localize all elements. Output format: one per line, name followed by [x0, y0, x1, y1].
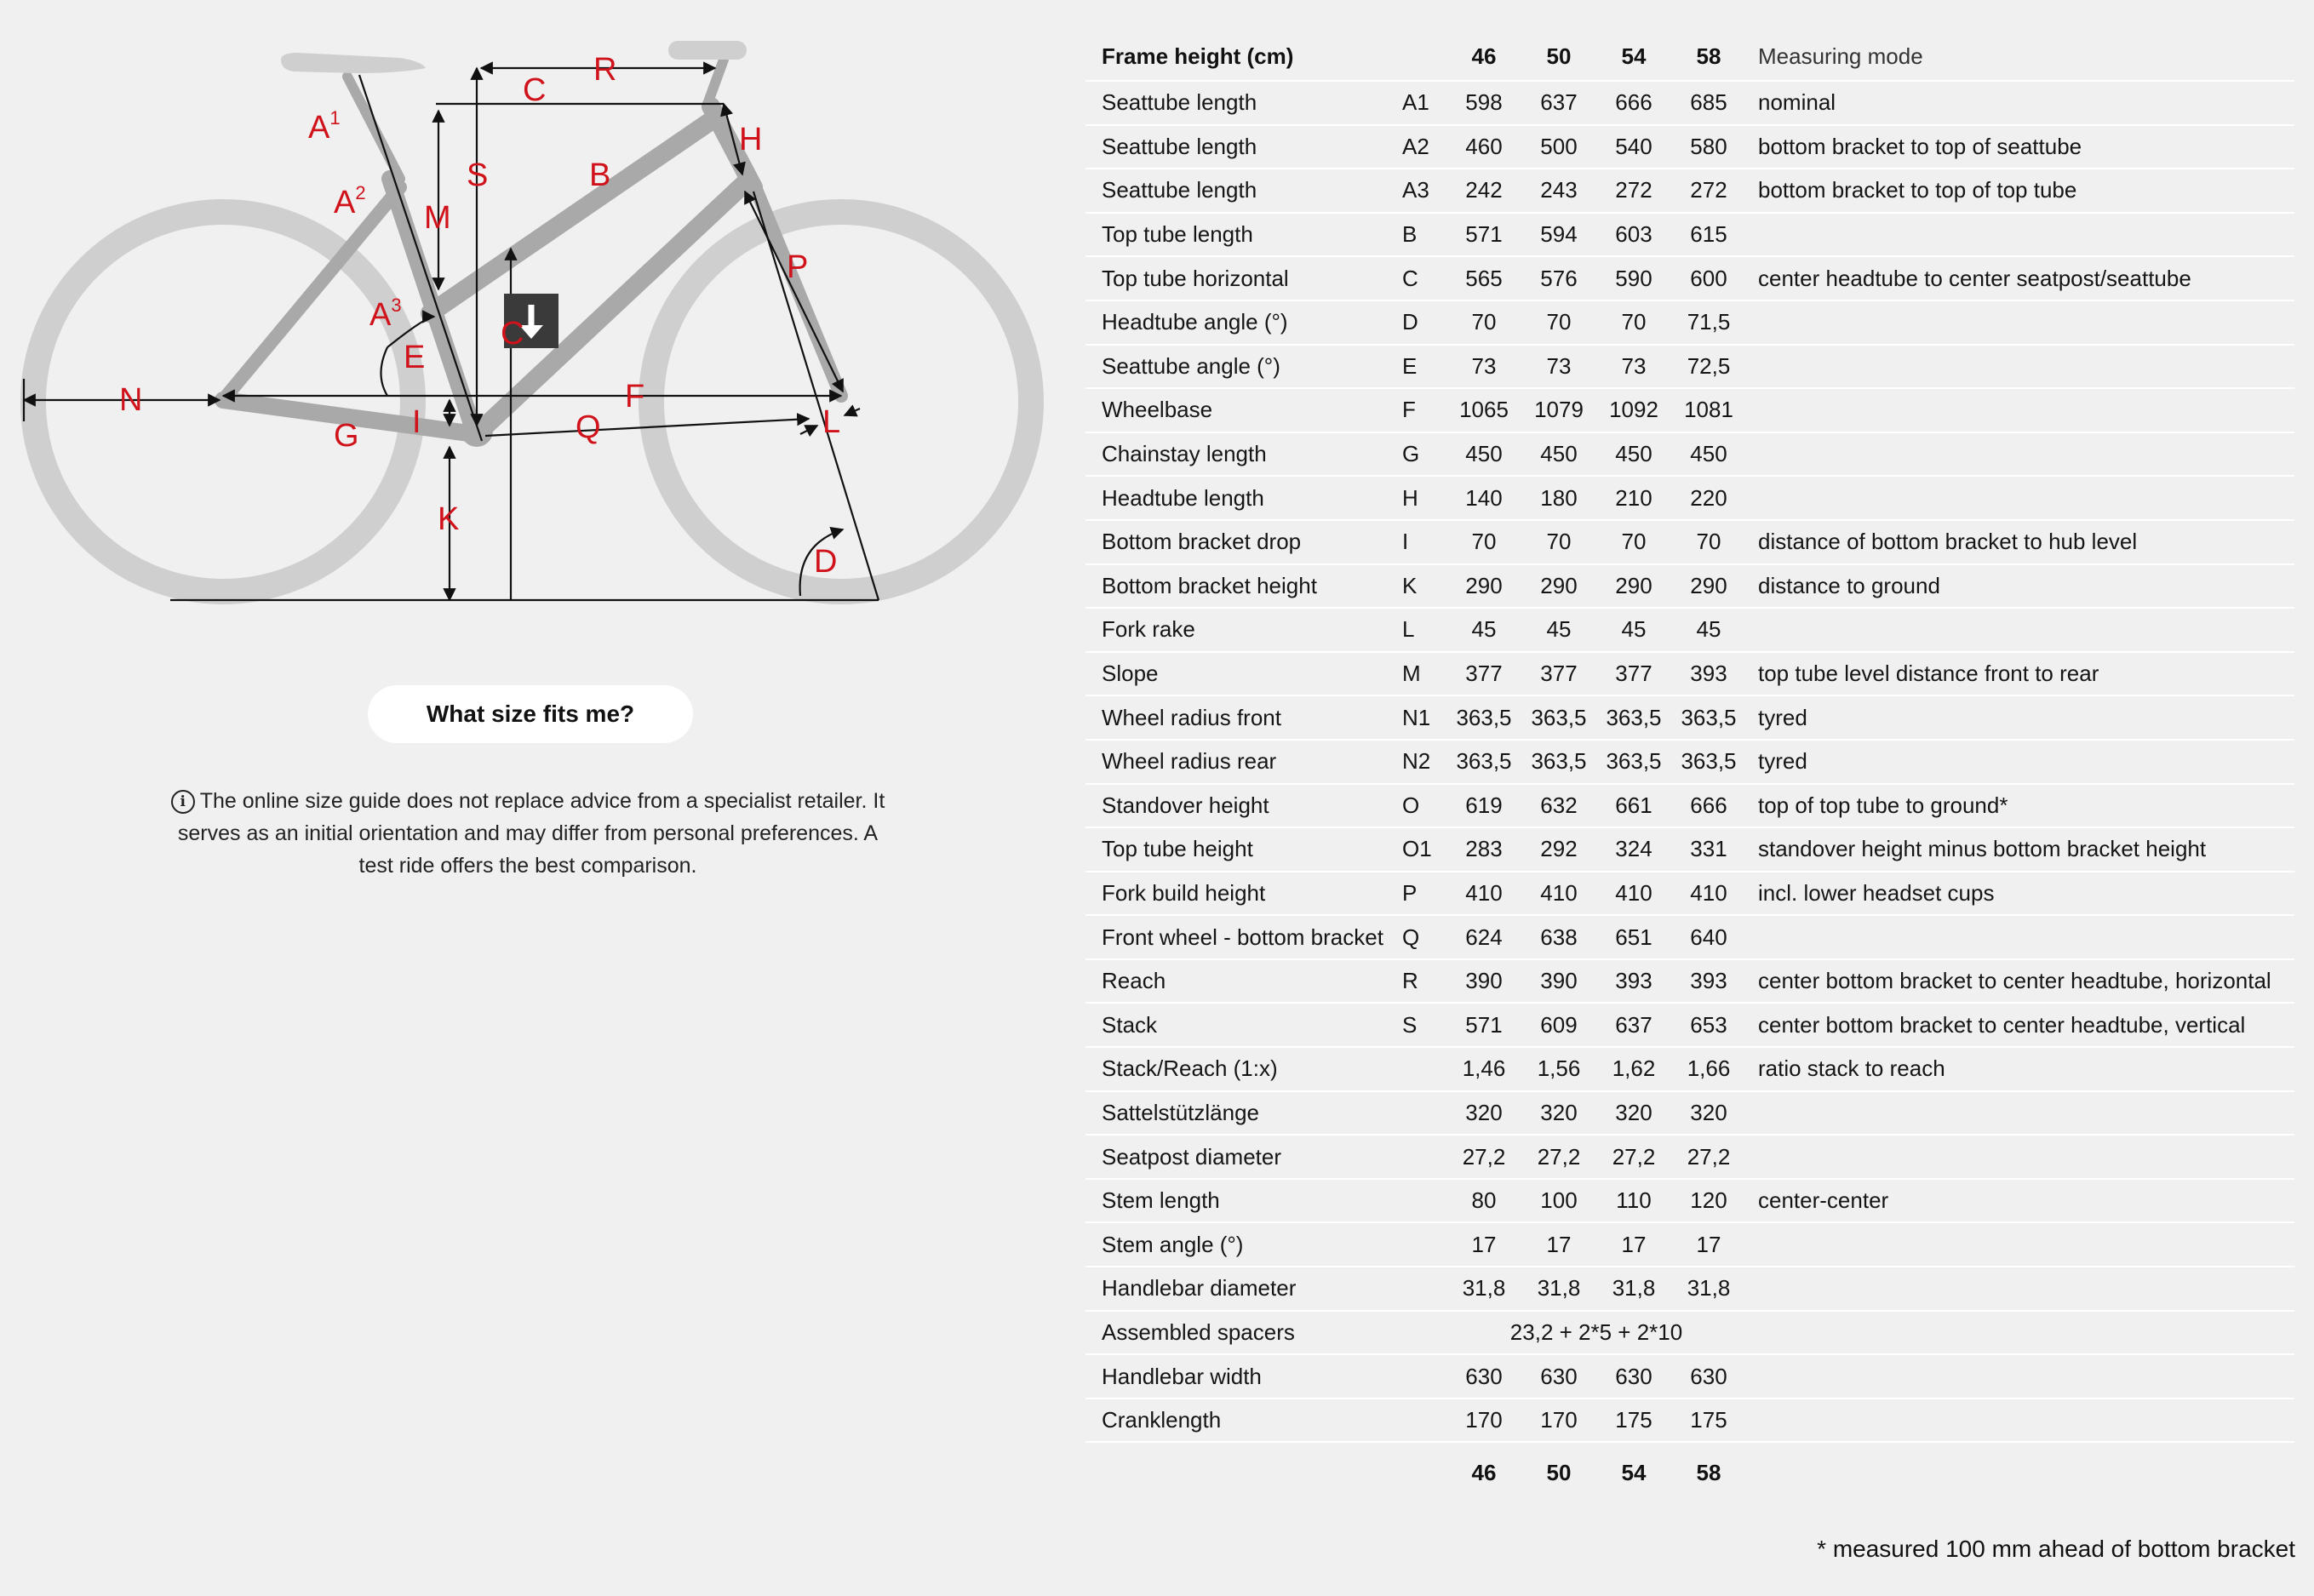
row-label: Bottom bracket drop — [1085, 520, 1395, 564]
table-row — [1085, 959, 2294, 1004]
label-k: K — [438, 501, 460, 537]
row-label: Bottom bracket height — [1085, 564, 1395, 609]
row-code: Q — [1395, 915, 1446, 959]
row-mode: center bottom bracket to center headtube, vertical — [1746, 1003, 2294, 1047]
table-row — [1085, 81, 2294, 125]
table-row — [1085, 695, 2294, 740]
row-value: 393 — [1671, 959, 1746, 1004]
row-label: Headtube length — [1085, 476, 1395, 520]
row-code: A1 — [1395, 81, 1446, 125]
label-r: R — [593, 52, 617, 88]
row-value: 272 — [1596, 169, 1671, 213]
table-row — [1085, 476, 2294, 520]
label-a2: A — [334, 185, 356, 220]
row-value: 70 — [1671, 520, 1746, 564]
table-footer-row — [1085, 1442, 2294, 1502]
table-row — [1085, 1354, 2294, 1399]
table-row — [1085, 1399, 2294, 1443]
row-value: 31,8 — [1446, 1267, 1521, 1311]
row-mode — [1746, 476, 2294, 520]
row-value: 363,5 — [1446, 695, 1521, 740]
row-value: 70 — [1521, 520, 1596, 564]
row-label: Top tube horizontal — [1085, 256, 1395, 300]
label-o: C — [501, 316, 524, 352]
row-code — [1395, 1267, 1446, 1311]
row-code: S — [1395, 1003, 1446, 1047]
row-value: 27,2 — [1446, 1135, 1521, 1179]
table-row — [1085, 827, 2294, 872]
row-value: 27,2 — [1671, 1135, 1746, 1179]
size-header-50: 50 — [1521, 32, 1596, 81]
row-value: 598 — [1446, 81, 1521, 125]
label-g: G — [334, 418, 359, 454]
row-value: 1,46 — [1446, 1047, 1521, 1091]
row-mode: incl. lower headset cups — [1746, 872, 2294, 916]
row-code: O — [1395, 784, 1446, 828]
disclaimer-line-1: The online size guide does not replace advice from a specialist retailer. It — [199, 789, 885, 813]
row-value: 324 — [1596, 827, 1671, 872]
row-value: 540 — [1596, 125, 1671, 169]
row-code: G — [1395, 432, 1446, 477]
row-value: 576 — [1521, 256, 1596, 300]
row-label: Top tube length — [1085, 213, 1395, 257]
row-value: 1,66 — [1671, 1047, 1746, 1091]
row-code — [1395, 1047, 1446, 1091]
row-value: 603 — [1596, 213, 1671, 257]
row-value: 619 — [1446, 784, 1521, 828]
row-value: 594 — [1521, 213, 1596, 257]
footer-spacer — [1746, 1442, 2294, 1502]
row-mode — [1746, 345, 2294, 389]
row-code: F — [1395, 388, 1446, 432]
row-code — [1395, 1135, 1446, 1179]
row-value: 500 — [1521, 125, 1596, 169]
row-value: 70 — [1521, 300, 1596, 345]
row-value: 31,8 — [1596, 1267, 1671, 1311]
row-mode — [1746, 608, 2294, 652]
row-label: Seattube length — [1085, 81, 1395, 125]
row-code: D — [1395, 300, 1446, 345]
row-value: 17 — [1446, 1222, 1521, 1267]
row-value: 17 — [1596, 1222, 1671, 1267]
row-mode: top of top tube to ground* — [1746, 784, 2294, 828]
label-a2-sup: 2 — [355, 182, 366, 203]
row-value: 242 — [1446, 169, 1521, 213]
row-value: 73 — [1446, 345, 1521, 389]
table-row — [1085, 1311, 2294, 1355]
row-code: B — [1395, 213, 1446, 257]
saddle — [281, 53, 426, 73]
row-label: Seattube length — [1085, 169, 1395, 213]
table-row — [1085, 345, 2294, 389]
row-value: 70 — [1596, 520, 1671, 564]
row-code — [1395, 1399, 1446, 1443]
row-code: K — [1395, 564, 1446, 609]
row-label: Seattube angle (°) — [1085, 345, 1395, 389]
size-header-58: 58 — [1671, 32, 1746, 81]
row-value: 630 — [1521, 1354, 1596, 1399]
row-mode: distance of bottom bracket to hub level — [1746, 520, 2294, 564]
row-value: 73 — [1521, 345, 1596, 389]
row-value: 571 — [1446, 1003, 1521, 1047]
row-value: 377 — [1446, 652, 1521, 696]
row-value: 637 — [1521, 81, 1596, 125]
row-label: Seatpost diameter — [1085, 1135, 1395, 1179]
row-label: Stack — [1085, 1003, 1395, 1047]
row-value-span: 23,2 + 2*5 + 2*10 — [1446, 1311, 1746, 1355]
table-row — [1085, 1267, 2294, 1311]
row-value: 363,5 — [1521, 740, 1596, 784]
disclaimer-line-2: serves as an initial orientation and may differ from personal preferences. A — [177, 821, 879, 845]
row-label: Stack/Reach (1:x) — [1085, 1047, 1395, 1091]
table-row — [1085, 125, 2294, 169]
row-value: 272 — [1671, 169, 1746, 213]
row-mode: standover height minus bottom bracket height — [1746, 827, 2294, 872]
row-value: 80 — [1446, 1179, 1521, 1223]
row-mode — [1746, 1091, 2294, 1136]
row-value: 27,2 — [1521, 1135, 1596, 1179]
row-value: 100 — [1521, 1179, 1596, 1223]
row-value: 70 — [1596, 300, 1671, 345]
row-code — [1395, 1354, 1446, 1399]
frame-height-header: Frame height (cm) — [1085, 32, 1395, 81]
footer-spacer — [1085, 1442, 1395, 1502]
row-value: 71,5 — [1671, 300, 1746, 345]
row-code: O1 — [1395, 827, 1446, 872]
row-mode — [1746, 300, 2294, 345]
info-icon: i — [171, 790, 195, 814]
row-value: 363,5 — [1671, 695, 1746, 740]
row-value: 45 — [1596, 608, 1671, 652]
row-value: 393 — [1596, 959, 1671, 1004]
row-code: P — [1395, 872, 1446, 916]
row-value: 666 — [1596, 81, 1671, 125]
table-row — [1085, 1222, 2294, 1267]
row-value: 45 — [1521, 608, 1596, 652]
row-code: N1 — [1395, 695, 1446, 740]
label-h: H — [739, 122, 763, 157]
row-value: 70 — [1446, 300, 1521, 345]
row-code: H — [1395, 476, 1446, 520]
table-row — [1085, 564, 2294, 609]
row-label: Assembled spacers — [1085, 1311, 1395, 1355]
row-value: 637 — [1596, 1003, 1671, 1047]
row-value: 571 — [1446, 213, 1521, 257]
label-n: N — [119, 382, 143, 418]
row-label: Fork build height — [1085, 872, 1395, 916]
row-value: 450 — [1446, 432, 1521, 477]
row-value: 320 — [1671, 1091, 1746, 1136]
row-value: 243 — [1521, 169, 1596, 213]
row-value: 31,8 — [1671, 1267, 1746, 1311]
row-code: E — [1395, 345, 1446, 389]
row-value: 450 — [1521, 432, 1596, 477]
table-row — [1085, 1003, 2294, 1047]
label-b: B — [589, 157, 611, 193]
row-label: Stem angle (°) — [1085, 1222, 1395, 1267]
row-value: 290 — [1671, 564, 1746, 609]
table-header-row — [1085, 32, 2294, 81]
row-value: 1,62 — [1596, 1047, 1671, 1091]
row-value: 580 — [1671, 125, 1746, 169]
label-e: E — [404, 340, 426, 375]
row-value: 450 — [1671, 432, 1746, 477]
row-value: 170 — [1446, 1399, 1521, 1443]
label-m: M — [424, 200, 451, 236]
row-value: 615 — [1671, 213, 1746, 257]
label-a1-sup: 1 — [329, 107, 341, 129]
row-mode: ratio stack to reach — [1746, 1047, 2294, 1091]
size-footer: 50 — [1546, 1459, 1572, 1485]
row-value: 410 — [1671, 872, 1746, 916]
size-footer: 46 — [1471, 1459, 1497, 1485]
row-value: 170 — [1521, 1399, 1596, 1443]
row-value: 609 — [1521, 1003, 1596, 1047]
row-label: Reach — [1085, 959, 1395, 1004]
row-value: 640 — [1671, 915, 1746, 959]
footnote: * measured 100 mm ahead of bottom bracket — [1817, 1536, 2295, 1562]
row-mode: center bottom bracket to center headtube, horizontal — [1746, 959, 2294, 1004]
row-label: Seattube length — [1085, 125, 1395, 169]
row-value: 290 — [1446, 564, 1521, 609]
row-label: Fork rake — [1085, 608, 1395, 652]
row-mode: center headtube to center seatpost/seattube — [1746, 256, 2294, 300]
table-row — [1085, 608, 2294, 652]
row-value: 410 — [1521, 872, 1596, 916]
row-value: 661 — [1596, 784, 1671, 828]
label-i: I — [412, 404, 421, 440]
size-header-54: 54 — [1596, 32, 1671, 81]
row-mode — [1746, 213, 2294, 257]
row-value: 1,56 — [1521, 1047, 1596, 1091]
row-value: 630 — [1446, 1354, 1521, 1399]
table-row — [1085, 1135, 2294, 1179]
row-value: 410 — [1596, 872, 1671, 916]
label-q: Q — [576, 409, 601, 445]
row-value: 1065 — [1446, 388, 1521, 432]
row-code: M — [1395, 652, 1446, 696]
row-label: Chainstay length — [1085, 432, 1395, 477]
row-mode — [1746, 388, 2294, 432]
row-mode: center-center — [1746, 1179, 2294, 1223]
row-code — [1395, 1179, 1446, 1223]
row-value: 27,2 — [1596, 1135, 1671, 1179]
row-value: 70 — [1446, 520, 1521, 564]
table-row — [1085, 1179, 2294, 1223]
row-value: 283 — [1446, 827, 1521, 872]
label-a1: A — [308, 110, 330, 146]
measuring-mode-header: Measuring mode — [1746, 32, 2294, 81]
row-mode: bottom bracket to top of seattube — [1746, 125, 2294, 169]
row-value: 460 — [1446, 125, 1521, 169]
row-mode: bottom bracket to top of top tube — [1746, 169, 2294, 213]
row-value: 220 — [1671, 476, 1746, 520]
row-label: Handlebar diameter — [1085, 1267, 1395, 1311]
label-d: D — [814, 544, 838, 580]
row-code — [1395, 1311, 1446, 1355]
row-value: 377 — [1521, 652, 1596, 696]
table-row — [1085, 388, 2294, 432]
row-value: 600 — [1671, 256, 1746, 300]
row-value: 651 — [1596, 915, 1671, 959]
row-value: 630 — [1671, 1354, 1746, 1399]
table-row — [1085, 915, 2294, 959]
row-value: 363,5 — [1596, 695, 1671, 740]
row-value: 290 — [1521, 564, 1596, 609]
label-a3: A — [369, 297, 392, 333]
row-value: 175 — [1596, 1399, 1671, 1443]
row-value: 410 — [1446, 872, 1521, 916]
label-a3-sup: 3 — [391, 295, 402, 316]
row-label: Wheelbase — [1085, 388, 1395, 432]
label-p: P — [787, 249, 809, 285]
row-value: 653 — [1671, 1003, 1746, 1047]
row-value: 565 — [1446, 256, 1521, 300]
row-value: 290 — [1596, 564, 1671, 609]
row-label: Slope — [1085, 652, 1395, 696]
row-label: Handlebar width — [1085, 1354, 1395, 1399]
row-mode — [1746, 1399, 2294, 1443]
row-value: 72,5 — [1671, 345, 1746, 389]
row-code — [1395, 1091, 1446, 1136]
row-value: 590 — [1596, 256, 1671, 300]
footer-spacer — [1395, 1442, 1446, 1502]
row-mode: nominal — [1746, 81, 2294, 125]
row-value: 363,5 — [1671, 740, 1746, 784]
size-footer: 54 — [1621, 1459, 1647, 1485]
row-value: 175 — [1671, 1399, 1746, 1443]
size-header-46: 46 — [1446, 32, 1521, 81]
table-row — [1085, 169, 2294, 213]
row-value: 320 — [1446, 1091, 1521, 1136]
row-mode — [1746, 1311, 2294, 1355]
row-value: 393 — [1671, 652, 1746, 696]
row-value: 632 — [1521, 784, 1596, 828]
table-row — [1085, 300, 2294, 345]
row-code: N2 — [1395, 740, 1446, 784]
table-row — [1085, 740, 2294, 784]
row-mode: tyred — [1746, 740, 2294, 784]
row-value: 666 — [1671, 784, 1746, 828]
row-mode — [1746, 432, 2294, 477]
row-value: 377 — [1596, 652, 1671, 696]
row-value: 685 — [1671, 81, 1746, 125]
table-row — [1085, 1091, 2294, 1136]
geometry-table-panel — [1085, 32, 2294, 1502]
geometry-table — [1085, 32, 2294, 1502]
table-row — [1085, 1047, 2294, 1091]
disclaimer-line-3: test ride offers the best comparison. — [358, 854, 697, 878]
row-label: Front wheel - bottom bracket — [1085, 915, 1395, 959]
row-value: 363,5 — [1596, 740, 1671, 784]
label-f: F — [625, 379, 645, 415]
row-value: 45 — [1446, 608, 1521, 652]
label-s: S — [467, 157, 489, 193]
label-c: C — [523, 72, 547, 108]
row-value: 73 — [1596, 345, 1671, 389]
geometry-panel — [0, 0, 1056, 1596]
row-code: L — [1395, 608, 1446, 652]
table-row — [1085, 520, 2294, 564]
table-row — [1085, 432, 2294, 477]
row-value: 17 — [1521, 1222, 1596, 1267]
label-l: L — [822, 404, 841, 440]
row-code: C — [1395, 256, 1446, 300]
row-value: 110 — [1596, 1179, 1671, 1223]
row-label: Headtube angle (°) — [1085, 300, 1395, 345]
svg-text:A2 — [334, 182, 366, 220]
table-row — [1085, 256, 2294, 300]
row-code — [1395, 1222, 1446, 1267]
row-value: 320 — [1521, 1091, 1596, 1136]
row-mode: top tube level distance front to rear — [1746, 652, 2294, 696]
row-value: 638 — [1521, 915, 1596, 959]
bike-geometry-diagram — [0, 0, 1056, 647]
row-value: 320 — [1596, 1091, 1671, 1136]
row-value: 630 — [1596, 1354, 1671, 1399]
row-label: Standover height — [1085, 784, 1395, 828]
row-label: Sattelstützlänge — [1085, 1091, 1395, 1136]
row-code: A2 — [1395, 125, 1446, 169]
row-value: 1081 — [1671, 388, 1746, 432]
table-row — [1085, 213, 2294, 257]
row-value: 140 — [1446, 476, 1521, 520]
row-value: 624 — [1446, 915, 1521, 959]
row-value: 292 — [1521, 827, 1596, 872]
row-value: 1092 — [1596, 388, 1671, 432]
row-mode — [1746, 1222, 2294, 1267]
row-mode — [1746, 1135, 2294, 1179]
row-value: 331 — [1671, 827, 1746, 872]
row-code: A3 — [1395, 169, 1446, 213]
row-code: R — [1395, 959, 1446, 1004]
row-code: I — [1395, 520, 1446, 564]
row-label: Wheel radius rear — [1085, 740, 1395, 784]
row-value: 45 — [1671, 608, 1746, 652]
row-value: 450 — [1596, 432, 1671, 477]
row-value: 1079 — [1521, 388, 1596, 432]
row-value: 363,5 — [1446, 740, 1521, 784]
row-label: Wheel radius front — [1085, 695, 1395, 740]
svg-text:A1 — [308, 107, 341, 146]
table-row — [1085, 784, 2294, 828]
row-label: Stem length — [1085, 1179, 1395, 1223]
table-row — [1085, 872, 2294, 916]
row-value: 210 — [1596, 476, 1671, 520]
row-value: 390 — [1446, 959, 1521, 1004]
row-value: 31,8 — [1521, 1267, 1596, 1311]
row-label: Top tube height — [1085, 827, 1395, 872]
size-footer: 58 — [1696, 1459, 1721, 1485]
row-value: 363,5 — [1521, 695, 1596, 740]
row-mode — [1746, 1267, 2294, 1311]
size-fit-button[interactable]: What size fits me? — [368, 685, 693, 743]
row-value: 390 — [1521, 959, 1596, 1004]
size-disclaimer — [136, 785, 919, 882]
row-mode — [1746, 1354, 2294, 1399]
row-value: 17 — [1671, 1222, 1746, 1267]
row-mode: distance to ground — [1746, 564, 2294, 609]
row-value: 120 — [1671, 1179, 1746, 1223]
row-mode: tyred — [1746, 695, 2294, 740]
table-row — [1085, 652, 2294, 696]
row-label: Cranklength — [1085, 1399, 1395, 1443]
row-mode — [1746, 915, 2294, 959]
handlebar — [668, 41, 747, 60]
row-value: 180 — [1521, 476, 1596, 520]
